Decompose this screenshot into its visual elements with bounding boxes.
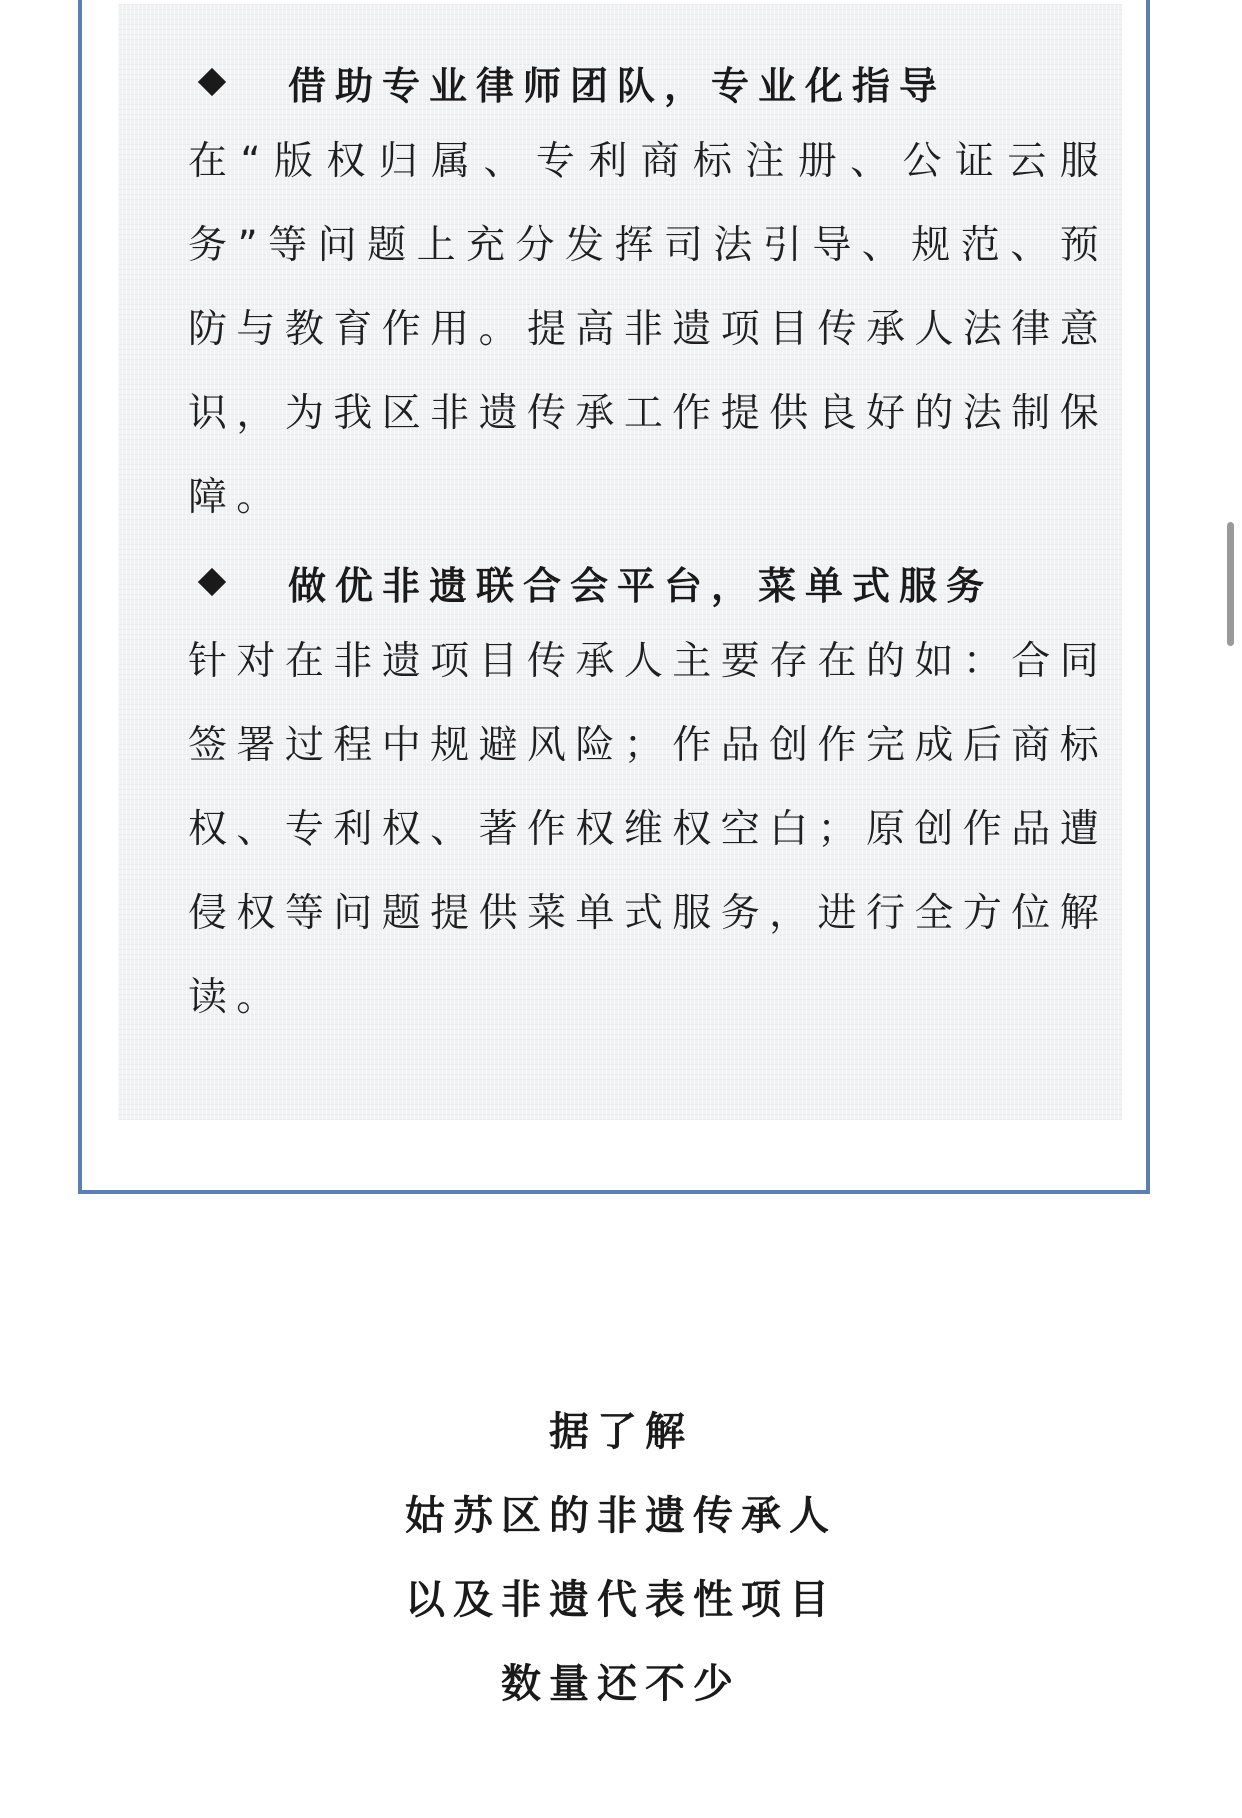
diamond-bullet-icon: [198, 68, 226, 96]
closing-line: 数量还不少: [501, 1661, 741, 1707]
section-heading-text: 做优非遗联合会平台，菜单式服务: [288, 563, 994, 608]
section-paragraph: 针对在非遗项目传承人主要存在的如：合同签署过程中规避风险；作品创作完成后商标权、专利权、著作权维权空白；原创作品遭侵权等问题提供菜单式服务，进行全方位解读。: [188, 639, 1108, 1020]
section-heading: [188, 54, 1108, 110]
vertical-scrollbar[interactable]: [1227, 522, 1234, 646]
framed-card: [78, 0, 1150, 1194]
section-heading: [188, 554, 1108, 610]
closing-statement: [0, 1390, 1242, 1726]
closing-line: 姑苏区的非遗传承人: [405, 1493, 837, 1539]
closing-line: 以及非遗代表性项目: [405, 1577, 837, 1623]
closing-line: 据了解: [549, 1409, 693, 1455]
diamond-bullet-icon: [198, 568, 226, 596]
section-lawyer-guidance: [188, 54, 1108, 540]
section-paragraph: 在“版权归属、专利商标注册、公证云服务”等问题上充分发挥司法引导、规范、预防与教育作用。提高非遗项目传承人法律意识，为我区非遗传承工作提供良好的法制保障。: [188, 139, 1108, 520]
paper-texture-panel: [118, 4, 1122, 1120]
section-menu-service: [188, 554, 1108, 1040]
section-heading-text: 借助专业律师团队，专业化指导: [288, 63, 947, 108]
